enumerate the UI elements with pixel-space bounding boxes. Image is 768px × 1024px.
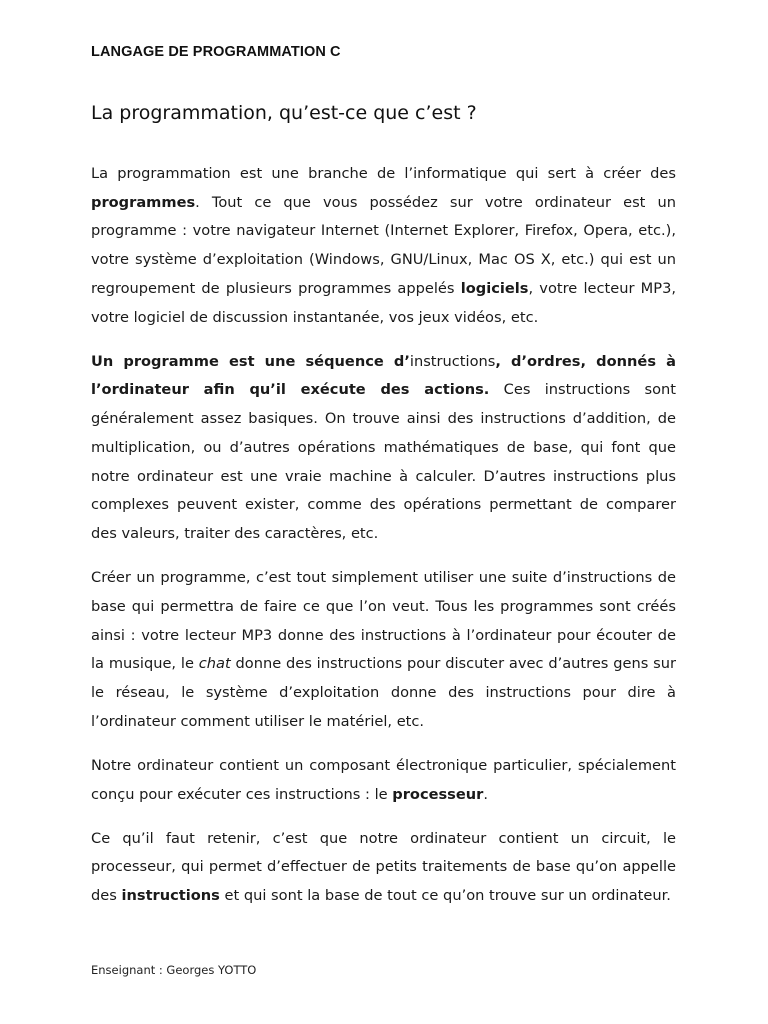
document-header: LANGAGE DE PROGRAMMATION C: [91, 44, 341, 60]
keyword-programmes: programmes: [91, 193, 196, 211]
text-run: . Tout ce que vous possédez sur votre ordinateur est un programme : votre navigateur Internet (Internet Explorer, Firefox, Opera, etc.), votre système d’exploitation (Windows, GNU/Linux, Mac OS X, etc.) qui est un regroupement de plusieurs programmes appelés: [91, 193, 676, 297]
text-run: Créer un programme, c’est tout simplement utiliser une suite d’instructions de base qui permettra de faire ce que l’on veut. Tous les programmes sont créés ainsi : votre lecteur MP3 donne des instructions à l’ordinateur pour écouter de la musique, le: [91, 569, 676, 673]
section-title: La programmation, qu’est-ce que c’est ?: [91, 102, 477, 124]
text-run: La programmation est une branche de l’informatique qui sert à créer des: [91, 165, 676, 182]
paragraph-programming-definition: [91, 160, 676, 332]
text-run: et qui sont la base de tout ce qu’on trouve sur un ordinateur.: [219, 887, 671, 905]
document-body: [91, 160, 676, 926]
text-run: Ces instructions sont généralement assez basiques. On trouve ainsi des instructions d’addition, de multiplication, ou d’autres opérations mathématiques de base, qui font que notre ordinateur est une vraie machine à calculer. D’autres instructions plus complexes peuvent exister, comme des opérations permettant de comparer des valeurs, traiter des caractères, etc.: [91, 381, 676, 542]
paragraph-summary: [91, 825, 676, 911]
paragraph-program-definition: [91, 348, 676, 549]
text-run: , votre lecteur MP3, votre logiciel de discussion instantanée, vos jeux vidéos, etc.: [91, 279, 676, 326]
text-run: instructions: [409, 352, 496, 370]
emphasis-run: , d’ordres, donnés à l’ordinateur afin qu’il exécute des actions.: [91, 352, 676, 399]
text-run: .: [483, 785, 488, 803]
emphasis-run: Un programme est une séquence d’: [91, 352, 410, 370]
paragraph-create-program: [91, 564, 676, 736]
keyword-processeur: processeur: [392, 785, 484, 803]
paragraph-processor: [91, 752, 676, 809]
keyword-logiciels: logiciels: [460, 279, 529, 297]
text-run: donne des instructions pour discuter avec d’autres gens sur le réseau, le système d’exploitation donne des instructions pour dire à l’ordinateur comment utiliser le matériel, etc.: [91, 655, 677, 730]
footer-teacher: Enseignant : Georges YOTTO: [91, 963, 257, 977]
italic-chat: chat: [198, 655, 231, 673]
text-run: Notre ordinateur contient un composant électronique particulier, spécialement conçu pour exécuter ces instructions : le: [91, 756, 676, 803]
text-run: Ce qu’il faut retenir, c’est que notre ordinateur contient un circuit, le processeur, qui permet d’effectuer de petits traitements de base qu’on appelle des: [91, 829, 676, 905]
keyword-instructions: instructions: [121, 887, 220, 905]
